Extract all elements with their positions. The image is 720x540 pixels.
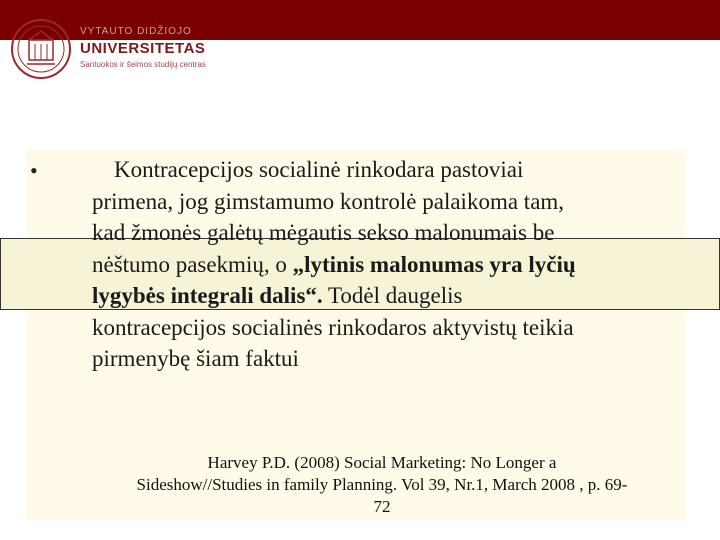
citation: [86, 452, 678, 518]
text-line: [92, 249, 692, 281]
text-line: Kontracepcijos socialinė rinkodara pastoviai: [114, 157, 524, 182]
slide-body-text: [92, 154, 692, 375]
university-top-label: VYTAUTO DIDŽIOJO: [80, 26, 192, 37]
text-line: [92, 280, 692, 312]
citation-line: Harvey P.D. (2008) Social Marketing: No Longer a: [207, 453, 557, 472]
university-logo: [10, 14, 210, 84]
bold-segment: „lytinis malonumas yra lyčių: [292, 251, 576, 277]
text-line: kad žmonės galėtų mėgautis sekso malonumais be: [92, 220, 555, 245]
text-line: primena, jog gimstamumo kontrolė palaikoma tam,: [92, 188, 565, 214]
bold-segment: lygybės integrali dalis“.: [92, 283, 323, 308]
university-seal-icon: [10, 18, 72, 80]
university-motto: Santuokos ir šeimos studijų centras: [80, 60, 206, 69]
university-name: UNIVERSITETAS: [80, 40, 206, 57]
text-line: kontracepcijos socialinės rinkodaros aktyvistų teikia: [92, 314, 574, 340]
text-segment: Todėl daugelis: [322, 283, 463, 308]
text-segment: nėštumo pasekmių, o: [92, 251, 293, 277]
citation-line: 72: [373, 497, 391, 516]
citation-line: Sideshow//Studies in family Planning. Vol 39, Nr.1, March 2008 , p. 69-: [136, 475, 628, 494]
bullet-dot: •: [30, 158, 38, 183]
text-line: pirmenybę šiam faktui: [92, 346, 299, 371]
